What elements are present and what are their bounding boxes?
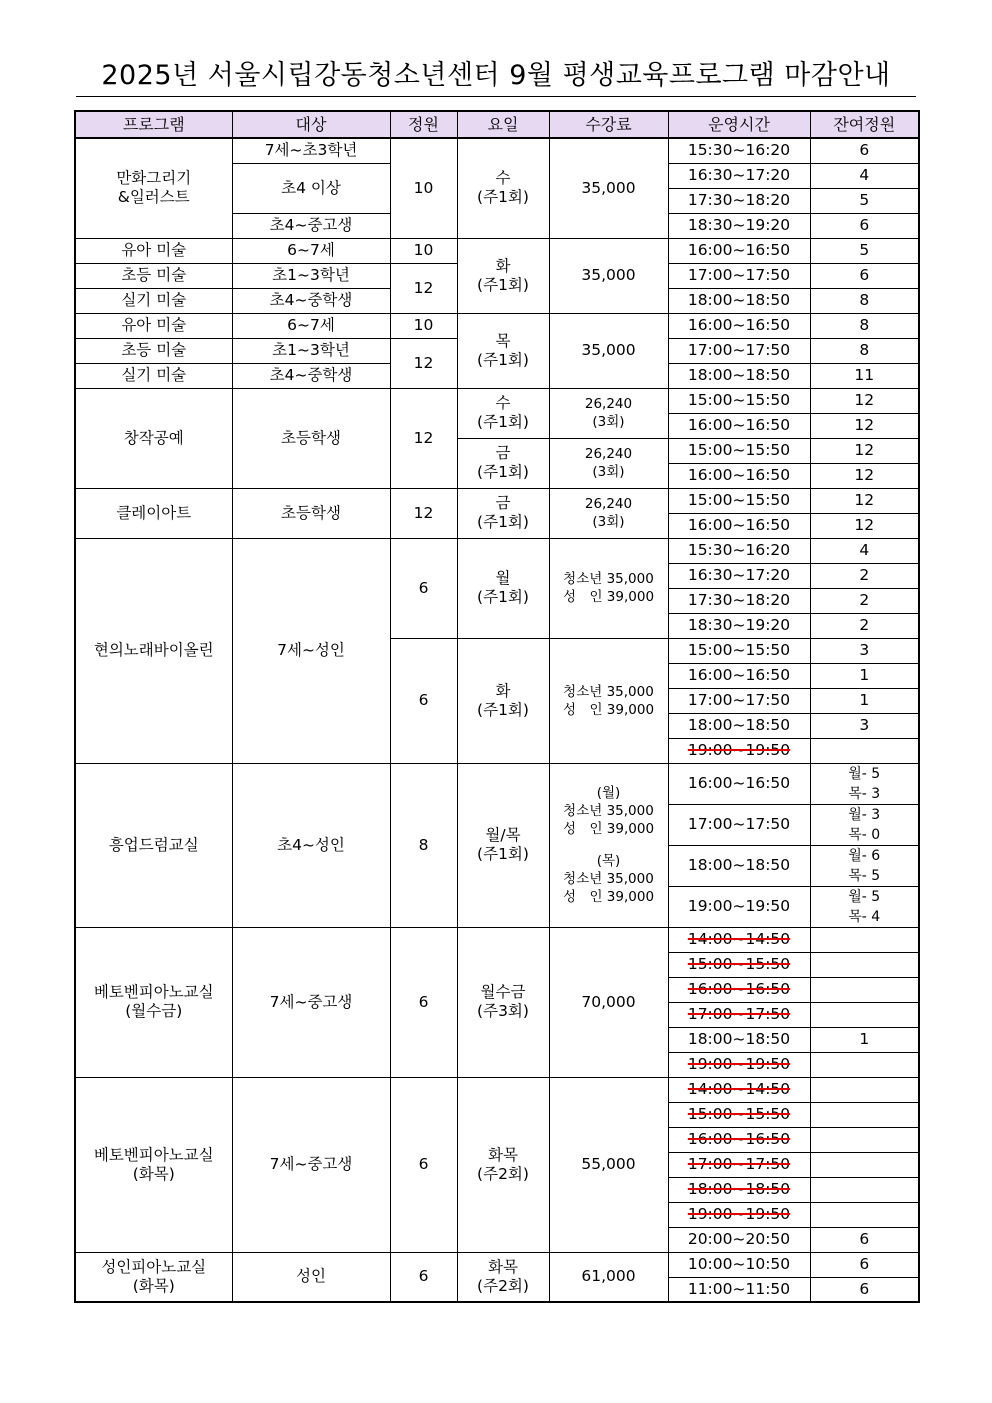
capacity-cell: 6: [390, 927, 457, 1077]
closed-time-cell: 15:00~15:50: [668, 952, 810, 977]
time-cell: 16:00~16:50: [668, 763, 810, 804]
remaining-cell: 6: [810, 1252, 919, 1277]
time-cell: 10:00~10:50: [668, 1252, 810, 1277]
program-name: 클레이아트: [75, 488, 232, 538]
remaining-cell: 3: [810, 638, 919, 663]
remaining-cell: 5: [810, 188, 919, 213]
fee-cell: 70,000: [549, 927, 668, 1077]
remaining-cell: 12: [810, 413, 919, 438]
target-cell: 초4~중학생: [232, 363, 390, 388]
time-cell: 18:30~19:20: [668, 613, 810, 638]
time-cell: 20:00~20:50: [668, 1227, 810, 1252]
capacity-cell: 10: [390, 313, 457, 338]
remaining-cell: 8: [810, 313, 919, 338]
target-cell: 성인: [232, 1252, 390, 1302]
remaining-cell: 11: [810, 363, 919, 388]
program-schedule-table: [74, 110, 920, 1303]
target-cell: 초4~중고생: [232, 213, 390, 238]
closed-time-cell: 14:00~14:50: [668, 927, 810, 952]
target-cell: 초4~성인: [232, 763, 390, 927]
day-cell: 화목 (주2회): [457, 1252, 549, 1302]
time-cell: 15:00~15:50: [668, 488, 810, 513]
remaining-cell: 12: [810, 463, 919, 488]
table-row: [75, 313, 919, 338]
day-cell: 월 (주1회): [457, 538, 549, 638]
remaining-cell: 1: [810, 1027, 919, 1052]
capacity-cell: 12: [390, 338, 457, 388]
remaining-cell: 6: [810, 1227, 919, 1252]
capacity-cell: 10: [390, 238, 457, 263]
time-cell: 17:00~17:50: [668, 338, 810, 363]
day-cell: 화 (주1회): [457, 238, 549, 313]
remaining-cell: [810, 1102, 919, 1127]
remaining-cell: 12: [810, 488, 919, 513]
target-cell: 7세~중고생: [232, 927, 390, 1077]
table-row: [75, 138, 919, 163]
remaining-cell: 12: [810, 438, 919, 463]
target-cell: 초등학생: [232, 388, 390, 488]
header-program: 프로그램: [75, 111, 232, 138]
time-cell: 15:00~15:50: [668, 438, 810, 463]
remaining-cell: 월- 3 목- 0: [810, 804, 919, 845]
remaining-cell: 월- 6 목- 5: [810, 845, 919, 886]
fee-cell: 35,000: [549, 238, 668, 313]
fee-cell: 청소년 35,000 성 인 39,000: [549, 638, 668, 763]
closed-time-cell: 14:00~14:50: [668, 1077, 810, 1102]
remaining-cell: 월- 5 목- 4: [810, 886, 919, 927]
time-cell: 16:00~16:50: [668, 238, 810, 263]
remaining-cell: 3: [810, 713, 919, 738]
remaining-cell: [810, 1052, 919, 1077]
remaining-cell: 5: [810, 238, 919, 263]
time-cell: 16:00~16:50: [668, 413, 810, 438]
day-cell: 월/목 (주1회): [457, 763, 549, 927]
target-cell: 초4~중학생: [232, 288, 390, 313]
remaining-cell: [810, 1077, 919, 1102]
time-cell: 16:00~16:50: [668, 663, 810, 688]
capacity-cell: 6: [390, 1252, 457, 1302]
target-cell: 7세~초3학년: [232, 138, 390, 163]
closed-time-cell: 16:00~16:50: [668, 1127, 810, 1152]
remaining-cell: [810, 1152, 919, 1177]
capacity-cell: 12: [390, 263, 457, 313]
remaining-cell: [810, 952, 919, 977]
table-row: [75, 763, 919, 804]
remaining-cell: [810, 1002, 919, 1027]
header-fee: 수강료: [549, 111, 668, 138]
program-name: 베토벤피아노교실 (월수금): [75, 927, 232, 1077]
table-row: [75, 538, 919, 563]
time-cell: 16:00~16:50: [668, 513, 810, 538]
capacity-cell: 12: [390, 488, 457, 538]
time-cell: 18:00~18:50: [668, 845, 810, 886]
capacity-cell: 6: [390, 638, 457, 763]
closed-time-cell: 19:00~19:50: [668, 738, 810, 763]
capacity-cell: 6: [390, 1077, 457, 1252]
remaining-cell: [810, 1127, 919, 1152]
time-cell: 18:00~18:50: [668, 713, 810, 738]
target-cell: 초등학생: [232, 488, 390, 538]
time-cell: 15:00~15:50: [668, 388, 810, 413]
target-cell: 초4 이상: [232, 163, 390, 213]
remaining-cell: 2: [810, 563, 919, 588]
time-cell: 17:00~17:50: [668, 263, 810, 288]
time-cell: 15:30~16:20: [668, 138, 810, 163]
target-cell: 6~7세: [232, 238, 390, 263]
time-cell: 16:00~16:50: [668, 463, 810, 488]
remaining-cell: 2: [810, 613, 919, 638]
day-cell: 월수금 (주3회): [457, 927, 549, 1077]
fee-cell: 61,000: [549, 1252, 668, 1302]
time-cell: 16:30~17:20: [668, 563, 810, 588]
header-time: 운영시간: [668, 111, 810, 138]
title-underline: [76, 96, 916, 97]
time-cell: 18:00~18:50: [668, 288, 810, 313]
target-cell: 초1~3학년: [232, 263, 390, 288]
closed-time-cell: 16:00~16:50: [668, 977, 810, 1002]
header-remaining: 잔여정원: [810, 111, 919, 138]
time-cell: 11:00~11:50: [668, 1277, 810, 1302]
remaining-cell: 4: [810, 538, 919, 563]
capacity-cell: 10: [390, 138, 457, 238]
program-name: 초등 미술: [75, 338, 232, 363]
program-name: 흥업드럼교실: [75, 763, 232, 927]
table-row: [75, 488, 919, 513]
table-row: [75, 927, 919, 952]
document-title: 2025년 서울시립강동청소년센터 9월 평생교육프로그램 마감안내: [101, 60, 891, 91]
remaining-cell: [810, 927, 919, 952]
fee-cell: 청소년 35,000 성 인 39,000: [549, 538, 668, 638]
capacity-cell: 8: [390, 763, 457, 927]
day-cell: 화 (주1회): [457, 638, 549, 763]
remaining-cell: 12: [810, 388, 919, 413]
remaining-cell: 8: [810, 288, 919, 313]
program-name: 만화그리기 &일러스트: [75, 138, 232, 238]
time-cell: 18:00~18:50: [668, 1027, 810, 1052]
capacity-cell: 6: [390, 538, 457, 638]
target-cell: 초1~3학년: [232, 338, 390, 363]
target-cell: 6~7세: [232, 313, 390, 338]
remaining-cell: 8: [810, 338, 919, 363]
day-cell: 수 (주1회): [457, 138, 549, 238]
remaining-cell: 4: [810, 163, 919, 188]
program-name: 실기 미술: [75, 363, 232, 388]
remaining-cell: 월- 5 목- 3: [810, 763, 919, 804]
time-cell: 15:00~15:50: [668, 638, 810, 663]
remaining-cell: 6: [810, 1277, 919, 1302]
remaining-cell: 1: [810, 663, 919, 688]
program-name: 유아 미술: [75, 238, 232, 263]
time-cell: 18:30~19:20: [668, 213, 810, 238]
header-capacity: 정원: [390, 111, 457, 138]
time-cell: 15:30~16:20: [668, 538, 810, 563]
remaining-cell: [810, 738, 919, 763]
program-name: 창작공예: [75, 388, 232, 488]
remaining-cell: 6: [810, 263, 919, 288]
time-cell: 16:00~16:50: [668, 313, 810, 338]
fee-cell: 26,240 (3회): [549, 388, 668, 438]
table-header-row: [75, 111, 919, 138]
time-cell: 17:00~17:50: [668, 804, 810, 845]
remaining-cell: 1: [810, 688, 919, 713]
remaining-cell: 12: [810, 513, 919, 538]
day-cell: 금 (주1회): [457, 438, 549, 488]
closed-time-cell: 15:00~15:50: [668, 1102, 810, 1127]
table-row: [75, 1077, 919, 1102]
fee-cell: 55,000: [549, 1077, 668, 1252]
time-cell: 16:30~17:20: [668, 163, 810, 188]
capacity-cell: 12: [390, 388, 457, 488]
fee-cell: 26,240 (3회): [549, 438, 668, 488]
closed-time-cell: 18:00~18:50: [668, 1177, 810, 1202]
fee-cell: 35,000: [549, 138, 668, 238]
closed-time-cell: 17:00~17:50: [668, 1152, 810, 1177]
time-cell: 19:00~19:50: [668, 886, 810, 927]
program-name: 베토벤피아노교실 (화목): [75, 1077, 232, 1252]
remaining-cell: 6: [810, 213, 919, 238]
day-cell: 화목 (주2회): [457, 1077, 549, 1252]
closed-time-cell: 17:00~17:50: [668, 1002, 810, 1027]
time-cell: 17:00~17:50: [668, 688, 810, 713]
day-cell: 수 (주1회): [457, 388, 549, 438]
header-day: 요일: [457, 111, 549, 138]
time-cell: 18:00~18:50: [668, 363, 810, 388]
time-cell: 17:30~18:20: [668, 588, 810, 613]
program-name: 초등 미술: [75, 263, 232, 288]
remaining-cell: [810, 1202, 919, 1227]
fee-cell: 35,000: [549, 313, 668, 388]
time-cell: 17:30~18:20: [668, 188, 810, 213]
day-cell: 목 (주1회): [457, 313, 549, 388]
remaining-cell: 2: [810, 588, 919, 613]
remaining-cell: [810, 977, 919, 1002]
target-cell: 7세~중고생: [232, 1077, 390, 1252]
program-name: 현의노래바이올린: [75, 538, 232, 763]
fee-cell: (월) 청소년 35,000 성 인 39,000 (목) 청소년 35,000 성 인 39,000: [549, 763, 668, 927]
remaining-cell: 6: [810, 138, 919, 163]
program-name: 성인피아노교실 (화목): [75, 1252, 232, 1302]
header-target: 대상: [232, 111, 390, 138]
closed-time-cell: 19:00~19:50: [668, 1052, 810, 1077]
program-name: 유아 미술: [75, 313, 232, 338]
table-row: [75, 1252, 919, 1277]
table-row: [75, 388, 919, 413]
table-row: [75, 238, 919, 263]
day-cell: 금 (주1회): [457, 488, 549, 538]
closed-time-cell: 19:00~19:50: [668, 1202, 810, 1227]
program-name: 실기 미술: [75, 288, 232, 313]
remaining-cell: [810, 1177, 919, 1202]
fee-cell: 26,240 (3회): [549, 488, 668, 538]
target-cell: 7세~성인: [232, 538, 390, 763]
